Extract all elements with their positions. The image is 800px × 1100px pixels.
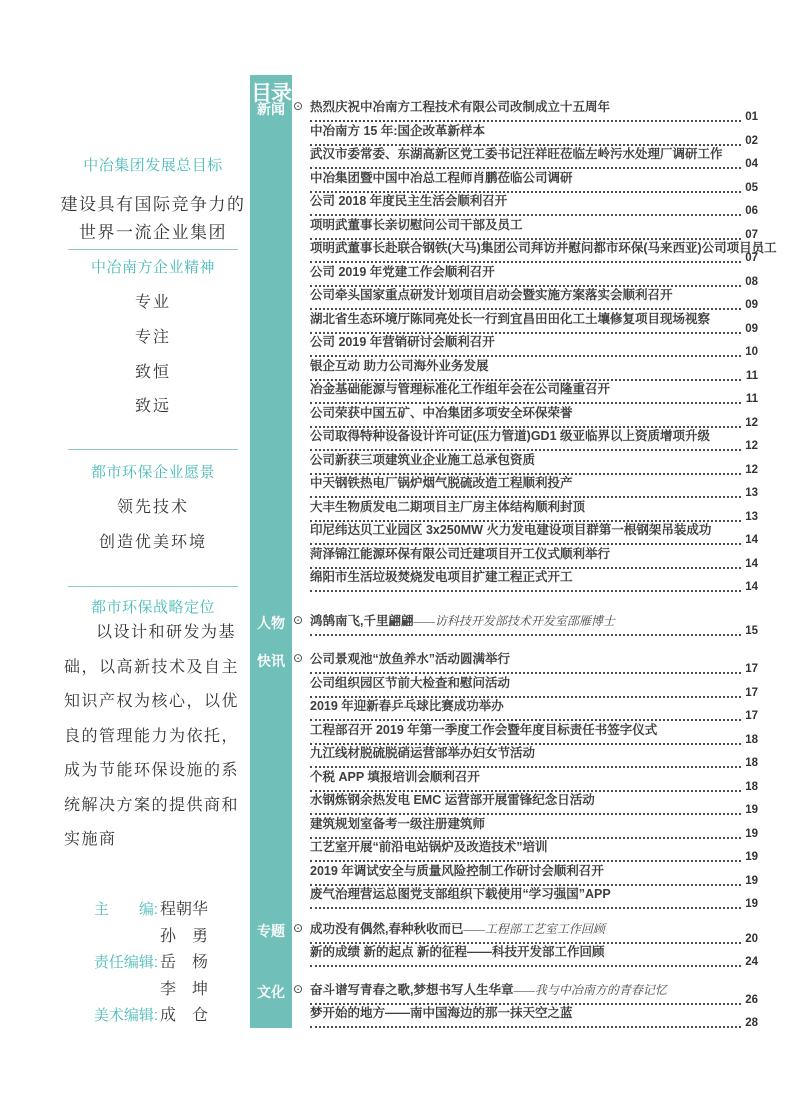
entry-leader-row: [310, 780, 758, 793]
entry-title-row: [310, 699, 758, 712]
entry-title-row: [310, 406, 758, 419]
toc-page-title: 目录: [251, 82, 291, 105]
sidebar-divider: [68, 249, 238, 250]
entry-leader-row: [310, 416, 758, 429]
leader-dots: [310, 231, 741, 240]
entry-title-row: [310, 523, 758, 536]
leader-dots: [310, 160, 741, 169]
toc-entry: [310, 429, 758, 453]
entry-title: 废气治理营运总图党支部组织下载使用“学习强国”APP: [310, 887, 611, 901]
page-number: 17: [745, 663, 758, 675]
entry-leader-row: [310, 134, 758, 147]
leader-dots: [310, 759, 741, 768]
page-number: 14: [745, 534, 758, 546]
entry-leader-row: [310, 111, 758, 123]
toc-section-3: [257, 651, 758, 911]
entry-leader-row: [310, 993, 758, 1006]
toc-entry: [310, 840, 758, 864]
leader-dots: [310, 689, 741, 698]
leader-dots: [310, 877, 741, 886]
editor-name: 成 仓: [160, 1007, 209, 1024]
entry-leader-row: [310, 299, 758, 311]
entry-title: 公司牵头国家重点研发计划项目启动会暨实施方案落实会顺利召开: [310, 288, 673, 302]
page-number: 05: [745, 181, 758, 194]
leader-dots: [310, 900, 741, 909]
page-number: 12: [745, 440, 758, 452]
toc-entry: [310, 887, 758, 911]
page-number: 14: [745, 557, 758, 570]
entry-leader-row: [310, 393, 758, 405]
section-label: 新闻: [257, 101, 285, 117]
entry-leader-row: [310, 440, 758, 452]
page-number: 19: [745, 851, 758, 863]
entry-title-row: [310, 359, 758, 372]
toc-entry: [310, 288, 758, 312]
entry-title-row: [310, 817, 758, 830]
entry-leader-row: [310, 804, 758, 816]
entry-leader-row: [310, 463, 758, 476]
entry-title: 工程部召开 2019 年第一季度工作会暨年度目标责任书签字仪式: [310, 722, 658, 737]
leader-dots: [310, 419, 741, 428]
toc-entry: [310, 570, 758, 594]
entry-title: 中冶南方 15 年:国企改革新样本: [310, 123, 486, 138]
entry-title: 成功没有偶然,春种秋收而已: [310, 921, 464, 936]
section-bullet-icon: ⊙: [293, 920, 304, 935]
toc-section-4: [257, 920, 758, 969]
leader-dots: [310, 712, 741, 721]
entry-title-row: [310, 265, 758, 278]
entry-title: 公司景观池“放鱼养水”活动圆满举行: [310, 652, 511, 666]
entry-title-row: [310, 476, 758, 489]
leader-dots: [310, 442, 741, 451]
entry-leader-row: [310, 851, 758, 863]
entry-leader-row: [310, 733, 758, 746]
page-number: 24: [745, 956, 758, 968]
entry-leader-row: [310, 581, 758, 593]
leader-dots: [310, 466, 741, 475]
page-number: 20: [745, 932, 758, 945]
page-number: 26: [745, 993, 758, 1006]
mission-line-1: 建设具有国际竞争力的: [60, 195, 246, 214]
entry-leader-row: [310, 158, 758, 170]
entry-leader-row: [310, 757, 758, 769]
leader-dots: [310, 958, 741, 967]
toc-entry: [310, 241, 777, 265]
toc-entry: [310, 406, 758, 430]
entry-title-row: [310, 770, 758, 783]
leader-dots: [310, 783, 741, 792]
toc-entry: [310, 265, 758, 289]
toc-entry: [310, 770, 758, 794]
toc-entry: [310, 147, 758, 171]
entry-subtitle: ——工程部工艺室工作回顾: [463, 921, 605, 936]
entry-title: 水钢炼钢余热发电 EMC 运营部开展雷锋纪念日活动: [310, 793, 595, 807]
page-number: 11: [745, 369, 758, 382]
entry-title: 九江线材脱硫脱硝运营部举办妇女节活动: [310, 746, 536, 760]
entry-title: 2019 年迎新春乒乓球比赛成功举办: [310, 699, 504, 713]
leader-dots: [310, 278, 741, 287]
leader-dots: [310, 395, 741, 404]
editor-name: 孙 勇: [160, 927, 209, 945]
entry-title-row: [310, 500, 758, 513]
entry-title: 梦开始的地方——南中国海边的那一抹天空之蓝: [310, 1006, 573, 1020]
leader-dots: [310, 513, 741, 522]
entry-title: 工艺室开展“前沿电站锅炉及改造技术”培训: [310, 840, 548, 854]
leader-dots: [310, 113, 741, 122]
sidebar-heading-vision: 都市环保企业愿景: [90, 464, 215, 481]
page-number: 07: [745, 252, 758, 264]
leader-dots: [310, 372, 741, 381]
entry-title-row: [310, 676, 758, 689]
entry-title-row: [310, 547, 758, 560]
toc-entry: [310, 100, 758, 124]
entry-title-row: [310, 840, 758, 853]
editor-label: 责任编辑:: [93, 954, 158, 971]
entry-title: 公司 2018 年度民主生活会顺利召开: [310, 194, 508, 208]
entry-leader-row: [310, 710, 758, 722]
toc-entry: [310, 983, 758, 1007]
page-number: 11: [745, 393, 758, 405]
entry-title: 湖北省生态环境厅陈同亮处长一行到宜昌田田化工土壤修复项目现场视察: [310, 311, 711, 326]
leader-dots: [310, 348, 741, 357]
toc-entry: [310, 614, 758, 638]
entry-title: 项明武董事长赴联合钢铁(大马)集团公司拜访并慰问都市环保(马来西亚)公司项目员工: [310, 241, 777, 255]
entry-title-row: [310, 124, 758, 137]
leader-dots: [310, 806, 741, 815]
entry-subtitle: ——访科技开发部技术开发室邵雁博士: [413, 613, 615, 628]
page-number: 04: [745, 158, 758, 170]
toc-entry: [310, 500, 758, 524]
entry-title: 公司荣获中国五矿、中冶集团多项安全环保荣誉: [310, 405, 573, 420]
vision-line-1: 领先技术: [116, 499, 189, 516]
page-number: 09: [745, 299, 758, 311]
page-number: 19: [745, 804, 758, 816]
entry-title: 公司取得特种设备设计许可证(压力管道)GD1 级亚临界以上资质增项升级: [310, 429, 711, 443]
entry-title: 绵阳市生活垃圾焚烧发电项目扩建工程正式开工: [310, 570, 573, 584]
entry-title-row: [310, 570, 758, 583]
entry-title: 2019 年调试安全与质量风险控制工作研讨会顺利召开: [310, 863, 604, 878]
toc-entry: [310, 547, 758, 571]
page-number: 02: [745, 134, 758, 147]
entry-title-row: [310, 100, 758, 113]
entry-title-row: [310, 453, 758, 466]
page-number: 09: [745, 322, 758, 335]
entry-leader-row: [310, 205, 758, 217]
entry-title: 公司新获三项建筑业企业施工总承包资质: [310, 452, 536, 467]
entry-title-row: [310, 241, 777, 255]
entry-title: 冶金基础能源与管理标准化工作组年会在公司隆重召开: [310, 382, 611, 396]
page-number: 01: [745, 111, 758, 123]
strategy-paragraph: 以设计和研发为基础，以高新技术及自主知识产权为核心，以优良的管理能力为依托，成为节能环保设施的系统解决方案的提供商和实施商: [64, 624, 240, 848]
toc-section-5: [257, 981, 758, 1030]
entry-title-row: [310, 945, 758, 958]
page-number: 15: [745, 624, 758, 637]
entry-leader-row: [310, 510, 758, 523]
entry-title-row: [310, 429, 758, 442]
entry-title: 公司 2019 年营销研讨会顺利召开: [310, 335, 495, 349]
page-number: 18: [745, 780, 758, 793]
entry-leader-row: [310, 181, 758, 194]
entry-subtitle: ——我与中冶南方的青春记忆: [513, 982, 667, 997]
entry-leader-row: [310, 557, 758, 570]
editor-row: [80, 949, 246, 971]
leader-dots: [310, 1019, 741, 1028]
entry-title-row: [310, 382, 758, 395]
editor-row: [80, 976, 246, 998]
toc-section-1: [257, 99, 777, 594]
toc-entry: [310, 1006, 758, 1030]
editor-name: 岳 杨: [160, 954, 209, 971]
entry-title-row: [310, 288, 758, 301]
section-label: 专题: [257, 922, 285, 939]
entry-title-row: [310, 335, 758, 348]
entry-title-row: [310, 194, 758, 207]
entry-title-row: [310, 1006, 758, 1019]
toc-entry: [310, 746, 758, 770]
entry-title-row: [310, 793, 758, 806]
toc-entry: [310, 218, 758, 242]
page-number: 17: [745, 710, 758, 722]
page-number: 18: [745, 733, 758, 746]
editor-label: 主 编:: [93, 901, 158, 918]
entry-title: 银企互动 助力公司海外业务发展: [310, 358, 489, 373]
entry-title-row: [310, 614, 758, 627]
editor-row: [80, 896, 246, 918]
entry-title: 公司 2019 年党建工作会顺利召开: [310, 264, 495, 279]
editor-row: [80, 923, 246, 945]
toc-entry: [310, 817, 758, 841]
toc-entry: [310, 312, 758, 336]
section-label: 人物: [257, 614, 285, 631]
leader-dots: [310, 325, 741, 334]
toc-entry: [310, 194, 758, 218]
section-label: 文化: [257, 983, 285, 1000]
page-number: 28: [745, 1017, 758, 1029]
toc-entry: [310, 945, 758, 969]
spirit-value-3: 致恒: [134, 364, 171, 381]
toc-entry: [310, 652, 758, 676]
section-label: 快讯: [257, 653, 285, 669]
entry-title: 奋斗谱写青春之歌,梦想书写人生华章: [310, 982, 514, 997]
entry-leader-row: [310, 1017, 758, 1029]
page-number: 12: [745, 463, 758, 476]
leader-dots: [310, 853, 741, 862]
page-number: 10: [745, 346, 758, 358]
toc-entry: [310, 359, 758, 383]
toc-entry: [310, 523, 758, 547]
editor-name: 李 坤: [160, 980, 209, 998]
entry-title: 项明武董事长亲切慰问公司干部及员工: [310, 217, 523, 232]
entry-title: 公司组织园区节前大检查和慰问活动: [310, 675, 511, 690]
leader-dots: [310, 536, 741, 545]
toc-entry: [310, 335, 758, 359]
leader-dots: [310, 254, 741, 263]
toc-entry: [310, 382, 758, 406]
toc-entry: [310, 864, 758, 888]
leader-dots: [310, 489, 741, 498]
leader-dots: [310, 301, 741, 310]
entry-leader-row: [310, 874, 758, 887]
leader-dots: [310, 665, 741, 674]
page-number: 08: [745, 275, 758, 288]
sidebar-heading-development-goal: 中冶集团发展总目标: [83, 157, 223, 174]
entry-title: 个税 APP 填报培训会顺利召开: [310, 769, 480, 784]
page-number: 19: [745, 874, 758, 887]
toc-entry: [310, 124, 758, 148]
toc-entry: [310, 476, 758, 500]
entry-leader-row: [310, 932, 758, 945]
page-number: 07: [745, 228, 758, 241]
leader-dots: [310, 935, 741, 944]
page-number: 17: [745, 686, 758, 699]
entry-leader-row: [310, 369, 758, 382]
sidebar-divider: [68, 586, 238, 587]
leader-dots: [310, 184, 741, 193]
entry-title-row: [310, 723, 758, 736]
entry-title: 武汉市委常委、东湖高新区党工委书记汪祥旺莅临左岭污水处理厂调研工作: [310, 147, 723, 161]
toc-entry: [310, 676, 758, 700]
entry-leader-row: [310, 663, 758, 675]
vision-line-2: 创造优美环境: [98, 534, 207, 551]
entry-leader-row: [310, 827, 758, 840]
toc-entry: [310, 793, 758, 817]
entry-leader-row: [310, 275, 758, 288]
leader-dots: [310, 137, 741, 146]
spirit-value-4: 致远: [134, 398, 171, 415]
toc-entry: [310, 171, 758, 195]
section-bullet-icon: ⊙: [293, 981, 304, 996]
leader-dots: [310, 830, 741, 839]
entry-title: 菏泽锦江能源环保有限公司迁建项目开工仪式顺利举行: [310, 546, 611, 561]
entry-title-row: [310, 887, 758, 900]
entry-leader-row: [310, 624, 758, 637]
section-bullet-icon: ⊙: [293, 612, 304, 627]
entry-title: 建筑规划室备考一级注册建筑师: [310, 816, 486, 831]
entry-title-row: [310, 983, 758, 996]
entry-title: 热烈庆祝中冶南方工程技术有限公司改制成立十五周年: [310, 100, 611, 114]
spirit-value-1: 专业: [134, 294, 171, 311]
leader-dots: [310, 996, 741, 1005]
sidebar-heading-enterprise-spirit: 中冶南方企业精神: [90, 259, 215, 276]
leader-dots: [310, 627, 741, 636]
entry-leader-row: [310, 898, 758, 910]
spirit-value-2: 专注: [134, 329, 171, 346]
entry-leader-row: [310, 686, 758, 699]
entry-title-row: [310, 864, 758, 877]
toc-sections: [257, 99, 777, 1030]
toc-entry: [310, 699, 758, 723]
entry-title: 中天钢铁热电厂锅炉烟气脱硫改造工程顺利投产: [310, 476, 573, 490]
entry-title: 大丰生物质发电二期项目主厂房主体结构顺利封顶: [310, 499, 586, 514]
sidebar-heading-strategy: 都市环保战略定位: [90, 599, 215, 616]
leader-dots: [310, 583, 741, 592]
entry-leader-row: [310, 322, 758, 335]
entry-leader-row: [310, 346, 758, 358]
entry-title: 鸿鹄南飞,千里翩翩: [310, 613, 414, 628]
leader-dots: [310, 560, 741, 569]
leader-dots: [310, 207, 741, 216]
entry-title-row: [310, 171, 758, 184]
toc-section-2: [257, 612, 758, 638]
editors-block: [80, 896, 246, 1029]
entry-leader-row: [310, 228, 758, 241]
entry-title: 新的成绩 新的起点 新的征程——科技开发部工作回顾: [310, 945, 605, 959]
leader-dots: [310, 736, 741, 745]
entry-title-row: [310, 312, 758, 325]
editor-row: [80, 1002, 246, 1024]
entry-title-row: [310, 652, 758, 665]
mission-line-2: 世界一流企业集团: [79, 223, 227, 242]
toc-entry: [310, 922, 758, 946]
entry-leader-row: [310, 956, 758, 968]
entry-title-row: [310, 922, 758, 935]
entry-leader-row: [310, 534, 758, 546]
section-bullet-icon: ⊙: [293, 99, 304, 113]
entry-title-row: [310, 147, 758, 160]
section-bullet-icon: ⊙: [293, 651, 304, 665]
editor-name: 程朝华: [160, 901, 209, 918]
page-number: 12: [745, 416, 758, 429]
toc-entry: [310, 453, 758, 477]
page-number: 18: [745, 757, 758, 769]
entry-leader-row: [310, 487, 758, 499]
sidebar-divider: [68, 449, 238, 450]
entry-title-row: [310, 218, 758, 231]
entry-leader-row: [310, 252, 758, 264]
entry-title: 中冶集团暨中国中冶总工程师肖鹏莅临公司调研: [310, 170, 573, 185]
page-number: 19: [745, 898, 758, 910]
entry-title-row: [310, 746, 758, 759]
sidebar: [60, 0, 246, 1100]
page-number: 14: [745, 581, 758, 593]
entry-title: 印尼纬达贝工业园区 3x250MW 火力发电建设项目群第一根钢架吊装成功: [310, 523, 712, 537]
page-number: 13: [745, 510, 758, 523]
toc-accent-bar: [250, 75, 292, 1028]
toc-entry: [310, 723, 758, 747]
editor-label: 美术编辑:: [93, 1007, 158, 1024]
page-number: 19: [745, 827, 758, 840]
page-number: 13: [745, 487, 758, 499]
page-number: 06: [745, 205, 758, 217]
